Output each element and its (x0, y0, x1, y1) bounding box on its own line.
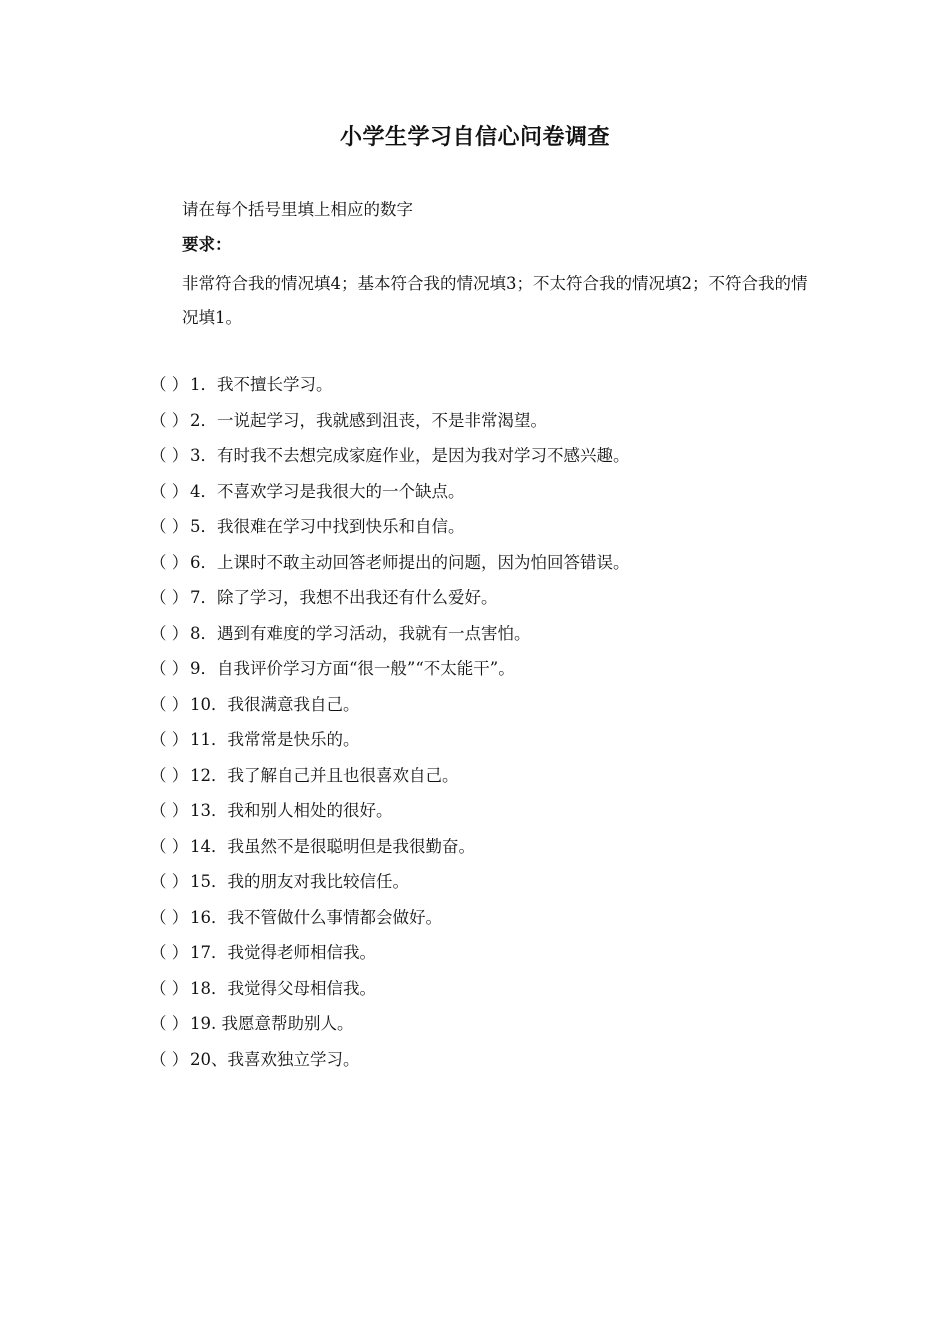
answer-blank: （ ） (150, 1049, 189, 1069)
answer-blank: （ ） (150, 765, 189, 785)
answer-blank: （ ） (150, 481, 189, 501)
answer-blank: （ ） (150, 517, 189, 536)
question-item (150, 761, 790, 797)
question-text: 15．我的朋友对我比较信任。 (190, 872, 409, 891)
answer-blank: （ ） (150, 730, 189, 749)
question-text: 8．遇到有难度的学习活动，我就有一点害怕。 (190, 623, 531, 643)
question-text: 19. 我愿意帮助别人。 (190, 1014, 354, 1033)
question-item (150, 477, 790, 513)
question-text: 4．不喜欢学习是我很大的一个缺点。 (190, 481, 465, 501)
question-item (150, 512, 790, 548)
answer-blank: （ ） (150, 801, 189, 820)
question-item (150, 619, 790, 655)
question-text: 14．我虽然不是很聪明但是我很勤奋。 (190, 836, 475, 856)
answer-blank: （ ） (150, 623, 189, 643)
question-text: 17．我觉得老师相信我。 (190, 943, 376, 962)
answer-blank: （ ） (150, 872, 189, 891)
instruction-text: 请在每个括号里填上相应的数字 (182, 200, 413, 219)
question-text: 10．我很满意我自己。 (190, 694, 360, 714)
question-text: 13．我和别人相处的很好。 (190, 801, 393, 820)
answer-blank: （ ） (150, 1014, 189, 1033)
question-item (150, 583, 790, 619)
answer-blank: （ ） (150, 836, 189, 856)
question-item (150, 406, 790, 442)
question-item (150, 370, 790, 406)
answer-blank: （ ） (150, 588, 189, 607)
question-text: 7．除了学习，我想不出我还有什么爱好。 (190, 588, 498, 607)
question-item (150, 903, 790, 939)
question-item (150, 1009, 790, 1045)
question-text: 2．一说起学习，我就感到沮丧，不是非常渴望。 (190, 410, 547, 430)
answer-blank: （ ） (150, 694, 189, 714)
question-text: 3．有时我不去想完成家庭作业，是因为我对学习不感兴趣。 (190, 446, 630, 465)
question-text: 18．我觉得父母相信我。 (190, 978, 376, 998)
requirement-label: 要求： (182, 235, 232, 254)
answer-blank: （ ） (150, 978, 189, 998)
question-text: 1．我不擅长学习。 (190, 375, 333, 394)
question-text: 5．我很难在学习中找到快乐和自信。 (190, 517, 465, 536)
question-item (150, 441, 790, 477)
question-item (150, 654, 790, 690)
question-text: 6．上课时不敢主动回答老师提出的问题，因为怕回答错误。 (190, 552, 630, 572)
question-item (150, 867, 790, 903)
question-item (150, 938, 790, 974)
question-text: 11．我常常是快乐的。 (190, 730, 360, 749)
question-text: 9．自我评价学习方面“很一般”“不太能干”。 (190, 659, 515, 678)
question-item (150, 725, 790, 761)
answer-blank: （ ） (150, 659, 189, 678)
answer-blank: （ ） (150, 907, 189, 927)
answer-blank: （ ） (150, 943, 189, 962)
question-item (150, 796, 790, 832)
instructions-block (144, 197, 814, 335)
question-list (150, 370, 790, 1080)
answer-blank: （ ） (150, 410, 189, 430)
requirement-text: 非常符合我的情况填4；基本符合我的情况填3；不太符合我的情况填2；不符合我的情况填1。 (182, 274, 808, 327)
question-text: 12．我了解自己并且也很喜欢自己。 (190, 765, 459, 785)
question-item (150, 690, 790, 726)
question-text: 20、我喜欢独立学习。 (190, 1049, 360, 1069)
question-item (150, 974, 790, 1010)
answer-blank: （ ） (150, 446, 189, 465)
question-text: 16．我不管做什么事情都会做好。 (190, 907, 442, 927)
question-item (150, 1045, 790, 1081)
answer-blank: （ ） (150, 375, 189, 394)
answer-blank: （ ） (150, 552, 189, 572)
question-item (150, 548, 790, 584)
question-item (150, 832, 790, 868)
page-title: 小学生学习自信心问卷调查 (339, 124, 610, 150)
